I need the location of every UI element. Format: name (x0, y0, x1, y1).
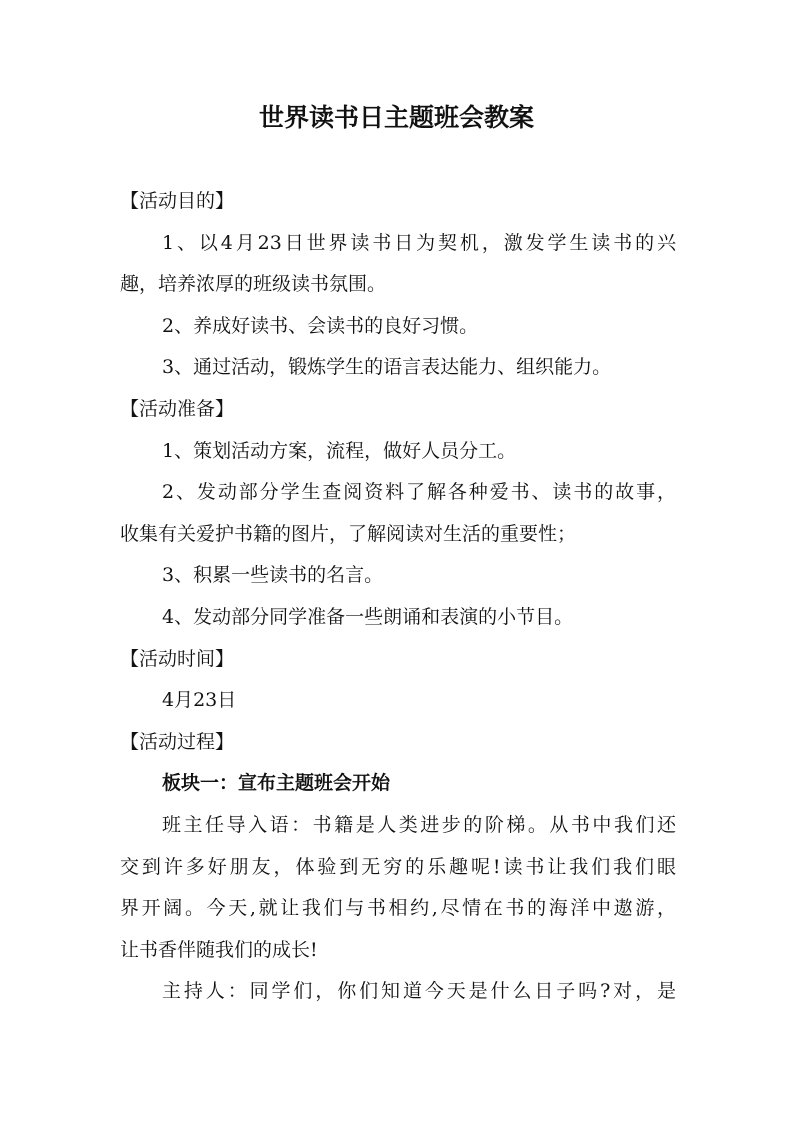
text-line: 【活动过程】 (120, 730, 235, 753)
text-line: 界开阔。今天,就让我们与书相约,尽情在书的海洋中遨游， (120, 897, 676, 920)
document-title: 世界读书日主题班会教案 (258, 103, 534, 132)
paragraph-line: 4月23日 (162, 689, 237, 712)
paragraph-line: 4、发动部分同学准备一些朗诵和表演的小节目。 (162, 605, 574, 628)
paragraph-line: 2、发动部分学生查阅资料了解各种爱书、读书的故事， (162, 481, 676, 504)
paragraph-line: 1、以4月23日世界读书日为契机，激发学生读书的兴 (162, 231, 676, 254)
text-line: 【活动时间】 (120, 647, 235, 670)
text-line: 收集有关爱护书籍的图片，了解阅读对生活的重要性； (120, 522, 577, 545)
text-line: 让书香伴随我们的成长! (120, 938, 318, 961)
paragraph-line: 3、通过活动，锻炼学生的语言表达能力、组织能力。 (162, 356, 612, 379)
paragraph-line: 3、积累一些读书的名言。 (162, 564, 384, 587)
text-line: 【活动准备】 (120, 397, 235, 420)
document-body (120, 181, 676, 1013)
section-subheading: 板块一：宣布主题班会开始 (162, 772, 391, 795)
paragraph-line: 主持人：同学们，你们知道今天是什么日子吗?对，是 (162, 980, 676, 1003)
text-line: 趣，培养浓厚的班级读书氛围。 (120, 273, 387, 296)
text-line: 【活动目的】 (120, 190, 235, 212)
paragraph-line: 1、策划活动方案，流程，做好人员分工。 (162, 439, 517, 462)
text-line: 交到许多好朋友，体验到无穷的乐趣呢!读书让我们我们眼 (120, 855, 676, 878)
paragraph-line: 班主任导入语：书籍是人类进步的阶梯。从书中我们还 (162, 813, 676, 836)
paragraph-line: 2、养成好读书、会读书的良好习惯。 (162, 314, 479, 337)
